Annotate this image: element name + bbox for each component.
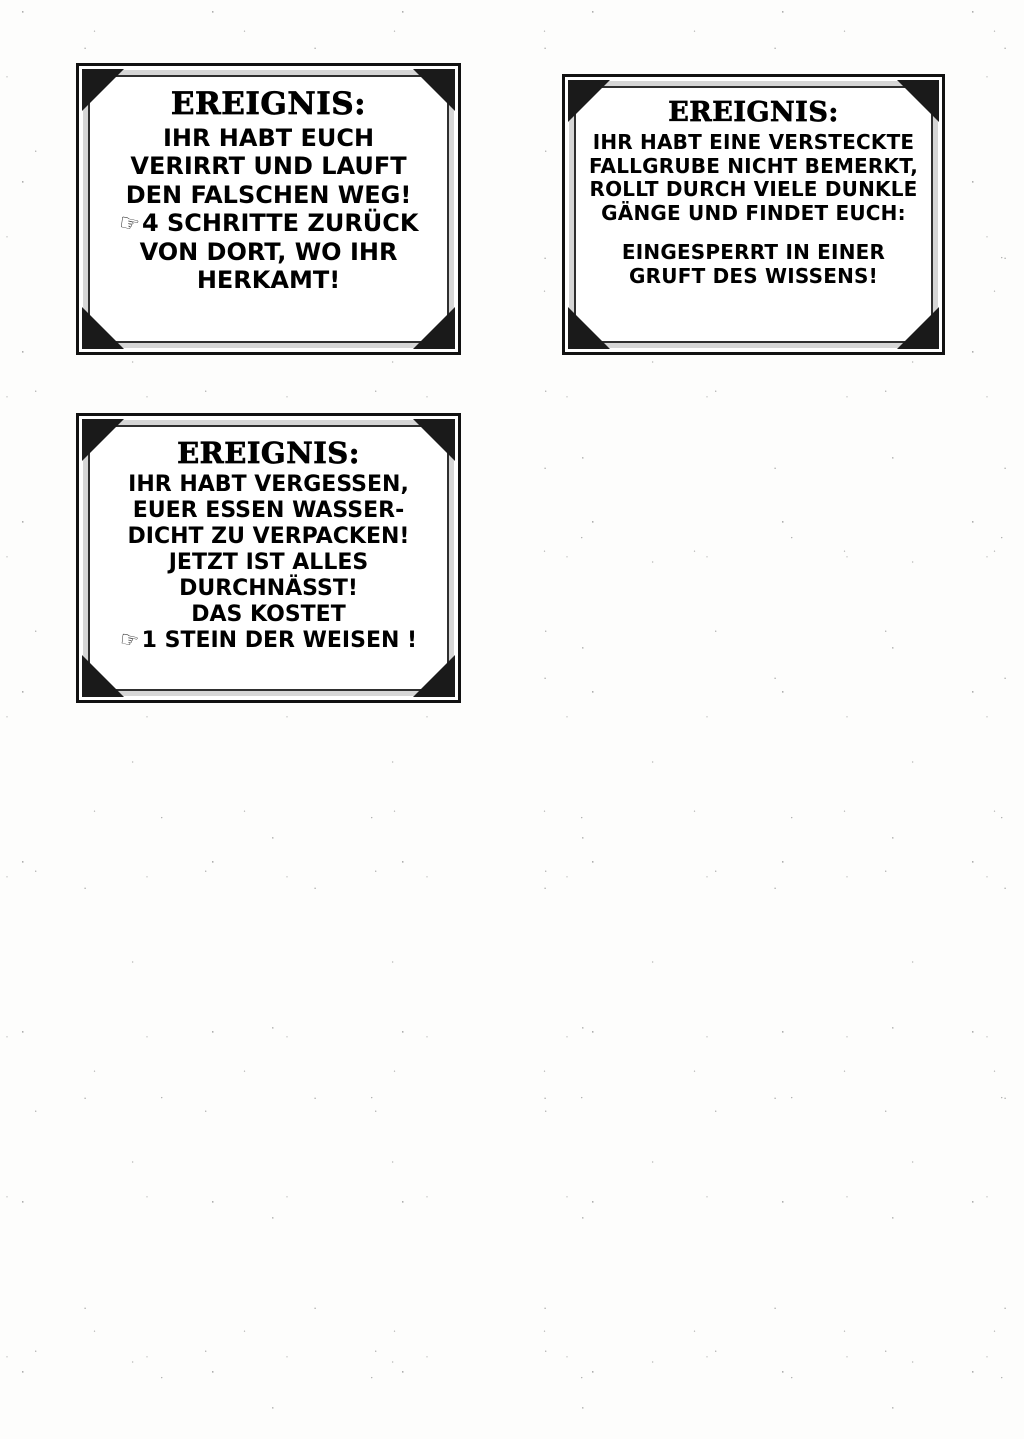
card-text-line: GRUFT DES WISSENS!: [629, 263, 878, 288]
card-title: EREIGNIS:: [170, 86, 367, 122]
event-card-lost: [76, 63, 461, 355]
card-text-line: VERIRRT UND LAUFT: [130, 152, 407, 181]
card-text-line: DICHT ZU VERPACKEN!: [127, 523, 410, 549]
card-content: [101, 436, 436, 680]
card-content: [101, 86, 436, 332]
card-text-line: IHR HABT VERGESSEN,: [128, 472, 409, 497]
card-text-line: EINGESPERRT IN EINER: [621, 240, 886, 265]
card-text-line: DURCHNÄSST!: [179, 575, 358, 601]
card-text-line: DAS KOSTET: [191, 601, 346, 627]
card-content: [587, 97, 920, 332]
card-text-line: IHR HABT EINE VERSTECKTE: [592, 130, 915, 154]
card-text-line: ROLLT DURCH VIELE DUNKLE: [589, 177, 918, 202]
pointing-hand-icon: ☜: [117, 626, 141, 654]
card-text-line: VON DORT, WO IHR: [139, 237, 398, 266]
event-card-food: [76, 413, 461, 703]
card-text-line: HERKAMT!: [196, 266, 341, 295]
card-text-line: GÄNGE UND FINDET EUCH:: [601, 200, 906, 225]
card-text-line: DEN FALSCHEN WEG!: [125, 180, 412, 209]
card-text-line: 1 STEIN DER WEISEN !: [141, 627, 418, 653]
card-title: EREIGNIS:: [177, 436, 360, 470]
card-title: EREIGNIS:: [668, 97, 839, 128]
card-text-line: JETZT IST ALLES: [168, 549, 369, 575]
card-text-line: IHR HABT EUCH: [162, 124, 375, 152]
card-text-line: 4 SCHRITTE ZURÜCK: [141, 208, 419, 237]
card-text-line-with-icon: [117, 626, 418, 654]
event-card-pitfall: [562, 74, 945, 355]
card-text-line: EUER ESSEN WASSER-: [132, 497, 405, 523]
card-text-line-with-icon: [116, 208, 419, 239]
pointing-hand-icon: ☜: [116, 209, 142, 239]
card-text-line: FALLGRUBE NICHT BEMERKT,: [588, 153, 919, 178]
